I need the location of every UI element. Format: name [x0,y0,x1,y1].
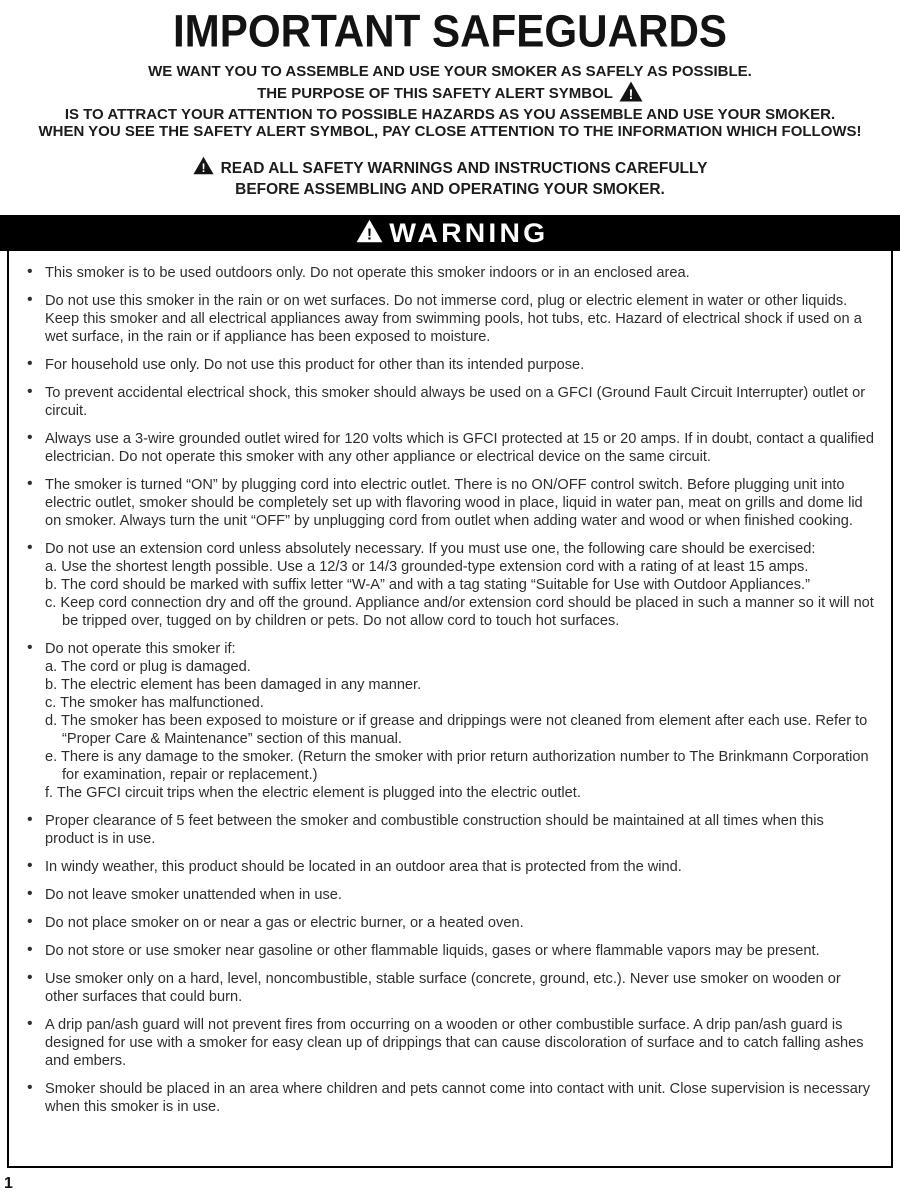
svg-text:!: ! [366,225,372,243]
intro-line-4: WHEN YOU SEE THE SAFETY ALERT SYMBOL, PAY CLOSE ATTENTION TO THE INFORMATION WHICH FOLLOWS! [38,123,862,140]
warning-subitem: c. The smoker has malfunctioned. [45,695,264,711]
warning-item [21,540,875,630]
warning-item-text: • Do not leave smoker unattended when in use. [45,887,342,903]
warning-item [21,812,875,848]
warning-item [21,292,875,346]
warning-item-text: • Smoker should be placed in an area where children and pets cannot come into contact with unit. Close supervision is necessary when this smoker is in use. [45,1081,871,1115]
warning-item-text: • A drip pan/ash guard will not prevent fires from occurring on a wooden or other combustible surface. A drip pan/ash guard is designed for use with a smoker for easy clean up of drippings that can cause discoloration of surface and to catch falling ashes and embers. [45,1017,864,1069]
page-number: 1 [4,1175,13,1192]
warning-item [21,356,875,374]
intro-line-3: IS TO ATTRACT YOUR ATTENTION TO POSSIBLE HAZARDS AS YOU ASSEMBLE AND USE YOUR SMOKER. [64,106,836,123]
warning-item [21,942,875,960]
warning-subitem: b. The electric element has been damaged in any manner. [45,677,422,693]
read-notice [0,156,900,199]
warning-item [21,1080,875,1116]
intro-text [0,63,900,140]
read-notice-line-1 [0,156,900,180]
warning-subitem: a. Use the shortest length possible. Use a 12/3 or 14/3 grounded-type extension cord with a rating of at least 15 amps. [45,559,809,575]
warning-item-text: • Always use a 3-wire grounded outlet wired for 120 volts which is GFCI protected at 15 or 20 amps. If in doubt, contact a qualified electrician. Do not operate this smoker with any other appliance or electrical device on the same circuit. [45,431,875,465]
warning-item [21,430,875,466]
warning-item [21,1016,875,1070]
svg-text:!: ! [201,161,206,175]
warning-item-text: • Do not operate this smoker if: [45,641,236,657]
safety-alert-icon [193,156,214,180]
read-notice-text: READ ALL SAFETY WARNINGS AND INSTRUCTIONS CAREFULLY [220,159,708,177]
warning-subitem: f. The GFCI circuit trips when the electric element is plugged into the electric outlet. [45,785,581,801]
warning-subitem: c. Keep cord connection dry and off the ground. Appliance and/or extension cord should be placed in such a manner so it will not be tripped over, tugged on by children or pets. Do not allow cord to touch hot surfaces. [45,595,874,629]
manual-page [0,6,900,1192]
warning-subitem: b. The cord should be marked with suffix letter “W-A” and with a tag stating “Suitable for Use with Outdoor Appliances.” [45,577,810,593]
warning-item-text: • The smoker is turned “ON” by plugging cord into electric outlet. There is no ON/OFF control switch. Before plugging unit into electric outlet, smoker should be completely set up with flavoring wood in place, liquid in water pan, meat on grills and dome lid on smoker. Always turn the unit “OFF” by unplugging cord from outlet when adding water and wood or when finished cooking. [45,477,863,529]
warning-subitem: d. The smoker has been exposed to moisture or if grease and drippings were not cleaned from element after each use. Refer to “Proper Care & Maintenance” section of this manual. [45,713,868,747]
warning-item [21,640,875,802]
warning-triangle-icon [356,219,383,248]
warning-item [21,384,875,420]
warning-item [21,264,875,282]
warning-subitem: a. The cord or plug is damaged. [45,659,251,675]
intro-line-1: WE WANT YOU TO ASSEMBLE AND USE YOUR SMOKER AS SAFELY AS POSSIBLE. [148,63,752,80]
warning-header-label: WARNING [388,217,549,248]
warning-item [21,858,875,876]
warning-item [21,476,875,530]
page-title: IMPORTANT SAFEGUARDS [172,6,728,57]
warning-list [21,264,875,1116]
intro-line-2-text: THE PURPOSE OF THIS SAFETY ALERT SYMBOL [257,84,613,102]
read-notice-line-2: BEFORE ASSEMBLING AND OPERATING YOUR SMOKER. [235,181,665,198]
warning-subitem: e. There is any damage to the smoker. (Return the smoker with prior return authorization number to The Brinkmann Corporation for examination, repair or replacement.) [45,749,869,783]
warning-item [21,914,875,932]
warning-item-text: • This smoker is to be used outdoors only. Do not operate this smoker indoors or in an enclosed area. [45,265,690,281]
svg-text:!: ! [628,85,634,102]
warning-item-text: • For household use only. Do not use this product for other than its intended purpose. [45,357,585,373]
warning-item-text: • To prevent accidental electrical shock, this smoker should always be used on a GFCI (Ground Fault Circuit Interrupter) outlet or circuit. [45,385,866,419]
warning-item-text: • Do not use this smoker in the rain or on wet surfaces. Do not immerse cord, plug or electric element in water or other liquids. Keep this smoker and all electrical appliances away from swimming pools, hot tubs, etc. Hazard of electrical shock if used on a wet surface, in the rain or if appliance has been exposed to moisture. [45,293,862,345]
warning-box [7,251,893,1168]
warning-item-text: • In windy weather, this product should be located in an outdoor area that is protected from the wind. [45,859,682,875]
safety-alert-icon [619,81,643,106]
warning-item-text: • Proper clearance of 5 feet between the smoker and combustible construction should be maintained at all times when this product is in use. [45,813,824,847]
warning-item-text: • Do not use an extension cord unless absolutely necessary. If you must use one, the following care should be exercised: [45,541,816,557]
warning-header-bar [0,215,900,251]
warning-item-text: • Do not store or use smoker near gasoline or other flammable liquids, gases or where flammable vapors may be present. [45,943,820,959]
warning-item [21,886,875,904]
intro-line-2 [0,80,900,106]
warning-item-text: • Do not place smoker on or near a gas or electric burner, or a heated oven. [45,915,524,931]
warning-item-text: • Use smoker only on a hard, level, noncombustible, stable surface (concrete, ground, etc.). Never use smoker on wooden or other surfaces that could burn. [45,971,841,1005]
warning-item [21,970,875,1006]
